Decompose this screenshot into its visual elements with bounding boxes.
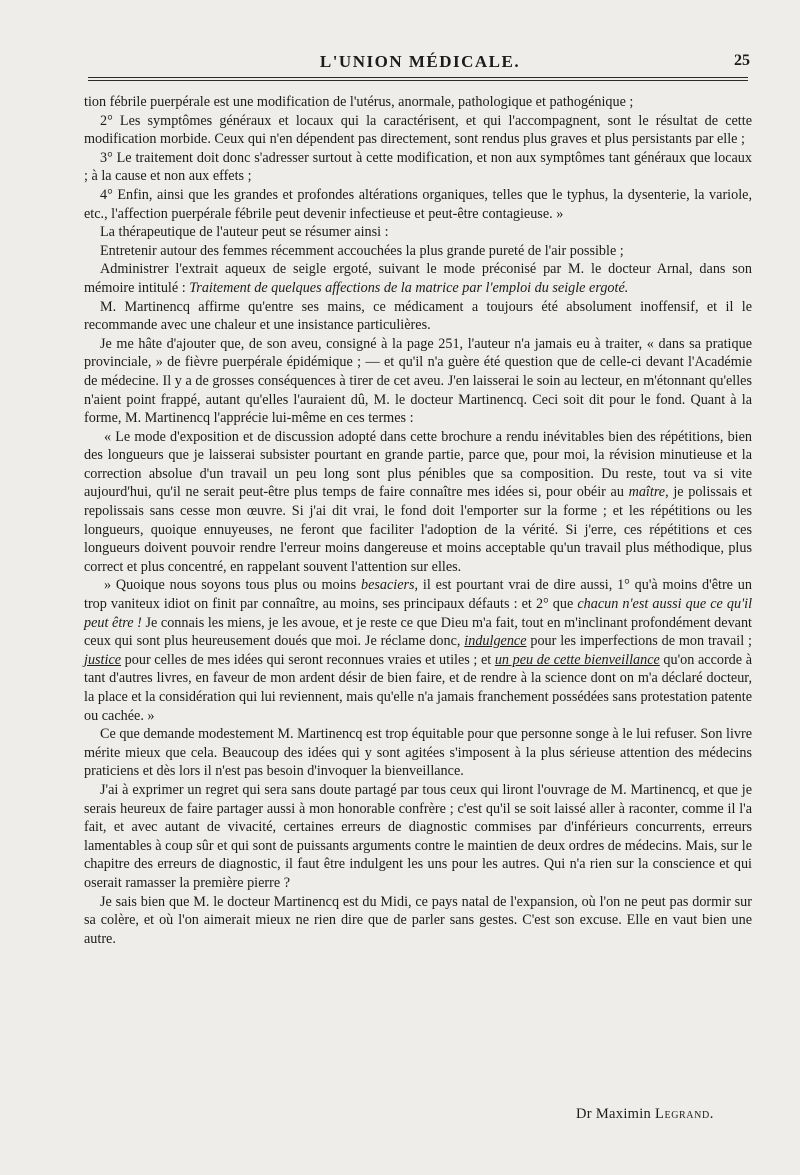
paragraph-text: qu'on accorde à tant d'autres livres, en faveur de mon ardent désir de bien faire, et de rendre à la science dont on m'a déclaré docteur, la place et la considération qui lui reviennent, mais qu'elle n'a jamais franchement possédées sans protestation patente ou cachée. »	[84, 651, 752, 724]
quote-paragraph	[84, 576, 752, 725]
paragraph-text: Je connais les miens, je les avoue, et je reste ce que Dieu m'a fait, tout en m'inclinant profondément devant ceux qui sont plus heureusement doués que moi. Je réclame donc,	[84, 614, 752, 650]
paragraph-text: 4° Enfin, ainsi que les grandes et profondes altérations organiques, telles que le typhus, la dysenterie, la variole, etc., l'affection puerpérale fébrile peut devenir infectieuse et peut-être contagieuse. »	[84, 186, 752, 222]
signature	[576, 1106, 714, 1123]
paragraph-text: Entretenir autour des femmes récemment accouchées la plus grande pureté de l'air possible ;	[100, 242, 624, 259]
paragraph-text: Je me hâte d'ajouter que, de son aveu, consigné à la page 251, l'auteur n'a jamais eu à traiter, « dans sa pratique provinciale, » de fièvre puerpérale épidémique ; — et qu'il n'a guère été question que de celle-ci devant l'Académie de médecine. Il y a de grosses conséquences à tirer de cet aveu. J'en laisserai le soin au lecteur, en m'étonnant qu'elles n'aient point frappé, autant qu'elles l'auraient dû, M. le docteur Martinencq. Ceci soit dit pour le fond. Quant à la forme, M. Martinencq l'apprécie lui-même en ces termes :	[84, 335, 752, 427]
paragraph-text: , je polissais et repolissais sans cesse mon œuvre. Si j'ai dit vrai, le fond doit l'emporter sur la forme ; et les répétitions ou les longueurs, quoique ennuyeuses, ne feront que faciliter l'adoption de la vérité. Si j'erre, ces répétitions et ces longueurs doivent pouvoir rendre l'erreur moins dangereuse et moins acceptable qu'un travail plus méthodique, plus correct et plus concentré, en rappelant souvent l'attention sur elles.	[84, 484, 752, 575]
paragraph	[84, 781, 752, 893]
paragraph	[84, 893, 752, 949]
paragraph-text: pour les imperfections de mon travail ;	[526, 633, 752, 650]
signature-prefix: Dr Maximin	[576, 1106, 652, 1122]
quote-paragraph	[84, 428, 752, 577]
article-body	[84, 93, 752, 948]
paragraph	[84, 260, 752, 297]
paragraph	[84, 298, 752, 335]
emphasis: chacun n'est aussi que ce qu'il peut être !	[84, 596, 753, 631]
header-rule	[88, 77, 748, 78]
paragraph	[84, 186, 752, 223]
book-title: Traitement de quelques affections de la matrice par l'emploi du seigle ergoté.	[189, 279, 629, 296]
page-number: 25	[734, 52, 750, 69]
paragraph-text: tion fébrile puerpérale est une modification de l'utérus, anormale, pathologique et pathogénique ;	[84, 94, 634, 110]
paragraph-text: il est pourtant vrai de dire aussi, 1° qu'à moins d'être un trop vaniteux idiot on finit par connaître, au moins, ses principaux défauts : et 2° que	[84, 577, 752, 613]
paragraph	[84, 149, 752, 186]
paragraph	[84, 335, 752, 428]
emphasis: besaciers,	[360, 577, 419, 594]
signature-name: Legrand.	[655, 1106, 714, 1122]
emphasis: justice	[84, 651, 122, 668]
paragraph	[84, 223, 752, 242]
paragraph	[84, 112, 752, 149]
running-head: L'UNION MÉDICALE.	[319, 52, 521, 71]
paragraph-text: M. Martinencq affirme qu'entre ses mains, ce médicament a toujours été absolument inoffensif, et il le recommande avec une chaleur et une insistance particulières.	[84, 298, 752, 334]
paragraph-text: Je sais bien que M. le docteur Martinencq est du Midi, ce pays natal de l'expansion, où l'on ne peut pas dormir sur sa colère, et où l'on aimerait mieux ne rien dire que de parler sans gestes. C'est son excuse. Elle en vaut bien une autre.	[84, 893, 752, 947]
paragraph	[84, 242, 752, 261]
header-rule-secondary	[88, 80, 748, 81]
paragraph-text: La thérapeutique de l'auteur peut se résumer ainsi :	[100, 224, 389, 241]
paragraph-text: Ce que demande modestement M. Martinencq est trop équitable pour que personne songe à le lui refuser. Son livre mérite mieux que cela. Beaucoup des idées qui y sont agitées s'imposent à la plus sérieuse attention des médecins praticiens et dès lors il n'est pas besoin d'invoquer la bienveillance.	[84, 726, 752, 780]
paragraph-text: » Quoique nous soyons tous plus ou moins	[104, 577, 361, 594]
paragraph-text: J'ai à exprimer un regret qui sera sans doute partagé par tous ceux qui liront l'ouvrage de M. Martinencq, et que je serais heureux de faire partager aussi à mon honorable confrère ; c'est qu'il se soit laissé aller à raconter, comme il l'a fait, et avec autant de vivacité, certaines erreurs de diagnostic commises par d'inférieurs concurrents, erreurs lamentables à coup sûr et qui sont de puissants arguments contre le maintien de deux ordres de médecins. Mais, sur le chapitre des erreurs de diagnostic, il faut être indulgent les uns pour les autres. Qui n'a rien sur la conscience et qui oserait ramasser la première pierre ?	[84, 781, 752, 891]
emphasis: indulgence	[464, 633, 527, 650]
paragraph-text: 2° Les symptômes généraux et locaux qui la caractérisent, et qui l'accompagnent, sont le résultat de cette modification morbide. Ceux qui n'en dépendent pas directement, sont rendus plus graves et plus persistants par elle ;	[84, 112, 752, 148]
page-header	[88, 52, 752, 78]
paragraph-text: 3° Le traitement doit donc s'adresser surtout à cette modification, et non aux symptômes tant généraux que locaux ; à la cause et non aux effets ;	[84, 149, 752, 185]
paragraph	[84, 725, 752, 781]
paragraph-text: Administrer l'extrait aqueux de seigle ergoté, suivant le mode préconisé par M. le docteur Arnal, dans son mémoire intitulé :	[84, 261, 752, 296]
emphasis: maître	[628, 484, 666, 501]
paragraph-text: pour celles de mes idées qui seront reconnues vraies et utiles ; et	[121, 651, 495, 668]
paragraph-text: « Le mode d'exposition et de discussion adopté dans cette brochure a rendu inévitables bien des répétitions, bien des longueurs que je laisserai subsister pourtant en grande partie, parce que, pour moi, la révision minutieuse et la correction absolue d'un travail un peu long sont plus pénibles que sa composition. Du reste, tout va si vite aujourd'hui, qu'il ne serait peut-être plus temps de faire connaître mes idées si, pour obéir au	[84, 428, 752, 501]
emphasis: un peu de cette bienveillance	[494, 651, 660, 668]
paragraph	[84, 93, 752, 112]
